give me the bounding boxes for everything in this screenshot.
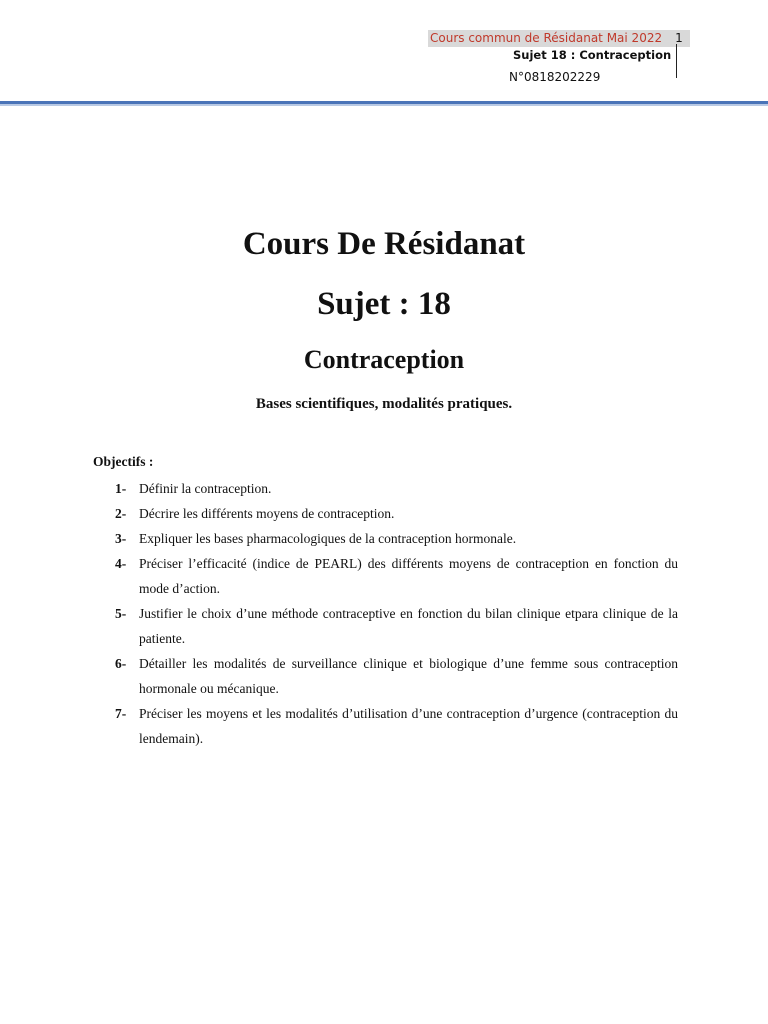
page-header — [0, 0, 768, 110]
header-subject: Sujet 18 : Contraception — [513, 48, 672, 62]
objective-number: 4- — [115, 556, 127, 571]
objective-number: 2- — [115, 506, 127, 521]
objective-text: Préciser les moyens et les modalités d’utilisation d’une contraception d’urgence (contraception du lendemain). — [139, 706, 678, 746]
objective-item — [93, 501, 678, 526]
header-divider — [676, 44, 677, 78]
objective-text: Justifier le choix d’une méthode contraceptive en fonction du bilan clinique etpara clinique de la patiente. — [139, 606, 678, 646]
document-subtitle: Bases scientifiques, modalités pratiques. — [255, 396, 513, 412]
objective-number: 3- — [115, 531, 127, 546]
document-subject-number: Sujet : 18 — [317, 286, 451, 322]
objective-number: 7- — [115, 706, 127, 721]
objective-item — [93, 701, 678, 751]
objective-item — [93, 526, 678, 551]
objective-item — [93, 551, 678, 601]
header-reference-number: N°0818202229 — [509, 70, 601, 84]
header-page-number: 1 — [668, 30, 690, 47]
objective-number: 5- — [115, 606, 127, 621]
header-rule-shadow — [0, 104, 768, 106]
objective-item — [93, 476, 678, 501]
objective-text: Détailler les modalités de surveillance clinique et biologique d’une femme sous contraception hormonale ou mécanique. — [139, 656, 678, 696]
objective-number: 6- — [115, 656, 127, 671]
objectives-list — [93, 476, 678, 751]
objective-text: Définir la contraception. — [139, 481, 272, 496]
objective-text: Expliquer les bases pharmacologiques de la contraception hormonale. — [139, 531, 517, 546]
document-title: Cours De Résidanat — [242, 226, 526, 262]
objective-item — [93, 601, 678, 651]
document-topic: Contraception — [303, 345, 465, 374]
objective-number: 1- — [115, 481, 127, 496]
objective-item — [93, 651, 678, 701]
header-course-label: Cours commun de Résidanat Mai 2022 — [428, 30, 668, 47]
objective-text: Préciser l’efficacité (indice de PEARL) des différents moyens de contraception en fonction du mode d’action. — [139, 556, 678, 596]
objective-text: Décrire les différents moyens de contraception. — [139, 506, 395, 521]
objectives-heading: Objectifs : — [93, 454, 154, 469]
